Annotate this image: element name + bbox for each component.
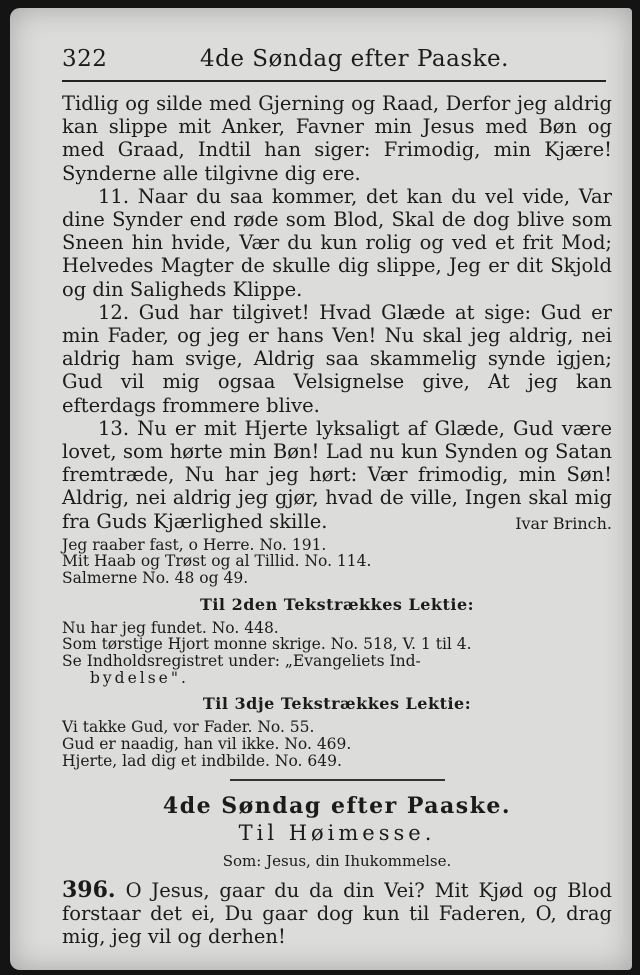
header-rule bbox=[62, 80, 606, 82]
verse-continuation: Tidlig og silde med Gjerning og Raad, Derfor jeg aldrig kan slippe mit Anker, Favner min Jesus med Bøn og med Graad, Indtil han siger: Frimodig, min Kjære! Synderne alle tilgivne dig ere. bbox=[62, 92, 612, 185]
page-number: 322 bbox=[62, 46, 108, 72]
melody-line: Som: Jesus, din Ihukommelse. bbox=[222, 851, 452, 870]
section-divider bbox=[230, 779, 445, 781]
page-body bbox=[62, 92, 612, 948]
verse-13-text: 13. Nu er mit Hjerte lyksaligt af Glæde, Gud være lovet, som hørte min Bøn! Lad nu kun Synden og Satan fremtræde, Nu har jeg hørt: Vær frimodig, min Søn! Aldrig, nei aldrig jeg gjør, hvad de ville, Ingen skal mig fra Guds Kjærlighed skille. bbox=[62, 416, 612, 533]
section3-ref-3: Hjerte, lad dig et indbilde. No. 649. bbox=[62, 751, 342, 770]
section2-register: Se Indholdsregistret under: „Evangeliets Ind- bbox=[62, 652, 421, 671]
section-heading-3: Til 3dje Tekstrækkes Lektie: bbox=[202, 694, 472, 714]
sunday-title: 4de Søndag efter Paaske. bbox=[162, 793, 512, 820]
section3-ref-2: Gud er naadig, han vil ikke. No. 469. bbox=[62, 735, 352, 754]
hymn-ref-1: Jeg raaber fast, o Herre. No. 191. bbox=[62, 535, 327, 554]
section2-register-cont: bydelse". bbox=[90, 668, 189, 687]
author-name: Ivar Brinch. bbox=[515, 513, 612, 533]
verse-12: 12. Gud har tilgivet! Hvad Glæde at sige: Gud er min Fader, og jeg er hans Ven! Nu skal jeg aldrig, nei aldrig ham svige, Aldrig saa skammelig synde igjen; Gud vil mig ogsaa Velsignelse give, At jeg kan efterdags frommere blive. bbox=[62, 300, 612, 417]
hymn-ref-3: Salmerne No. 48 og 49. bbox=[62, 569, 249, 588]
section2-ref-1: Nu har jeg fundet. No. 448. bbox=[62, 618, 279, 637]
hymn-number: 396. bbox=[62, 876, 116, 903]
verse-11: 11. Naar du saa kommer, det kan du vel vide, Var dine Synder end røde som Blod, Skal de dog blive som Sneen hin hvide, Vær du kun rolig og ved et frit Mod; Helvedes Magter de skulle dig slippe, Jeg er dit Skjold og din Saligheds Klippe. bbox=[62, 184, 612, 301]
hymn-text: O Jesus, gaar du da din Vei? Mit Kjød og Blod forstaar det ei, Du gaar dog kun til Faderen, O, drag mig, jeg vil og derhen! bbox=[62, 878, 612, 949]
hymn-396 bbox=[62, 876, 612, 949]
page-header bbox=[62, 46, 618, 80]
running-title: 4de Søndag efter Paaske. bbox=[200, 46, 509, 72]
section3-ref-1: Vi takke Gud, vor Fader. No. 55. bbox=[62, 718, 315, 737]
verse-13 bbox=[62, 417, 612, 533]
section2-ref-2: Som tørstige Hjort monne skrige. No. 518, V. 1 til 4. bbox=[62, 635, 472, 654]
book-page bbox=[10, 8, 632, 970]
hymn-ref-2: Mit Haab og Trøst og al Tillid. No. 114. bbox=[62, 552, 372, 571]
service-subtitle: Til Høimesse. bbox=[238, 821, 436, 846]
section-heading-2: Til 2den Tekstrækkes Lektie: bbox=[199, 594, 475, 614]
